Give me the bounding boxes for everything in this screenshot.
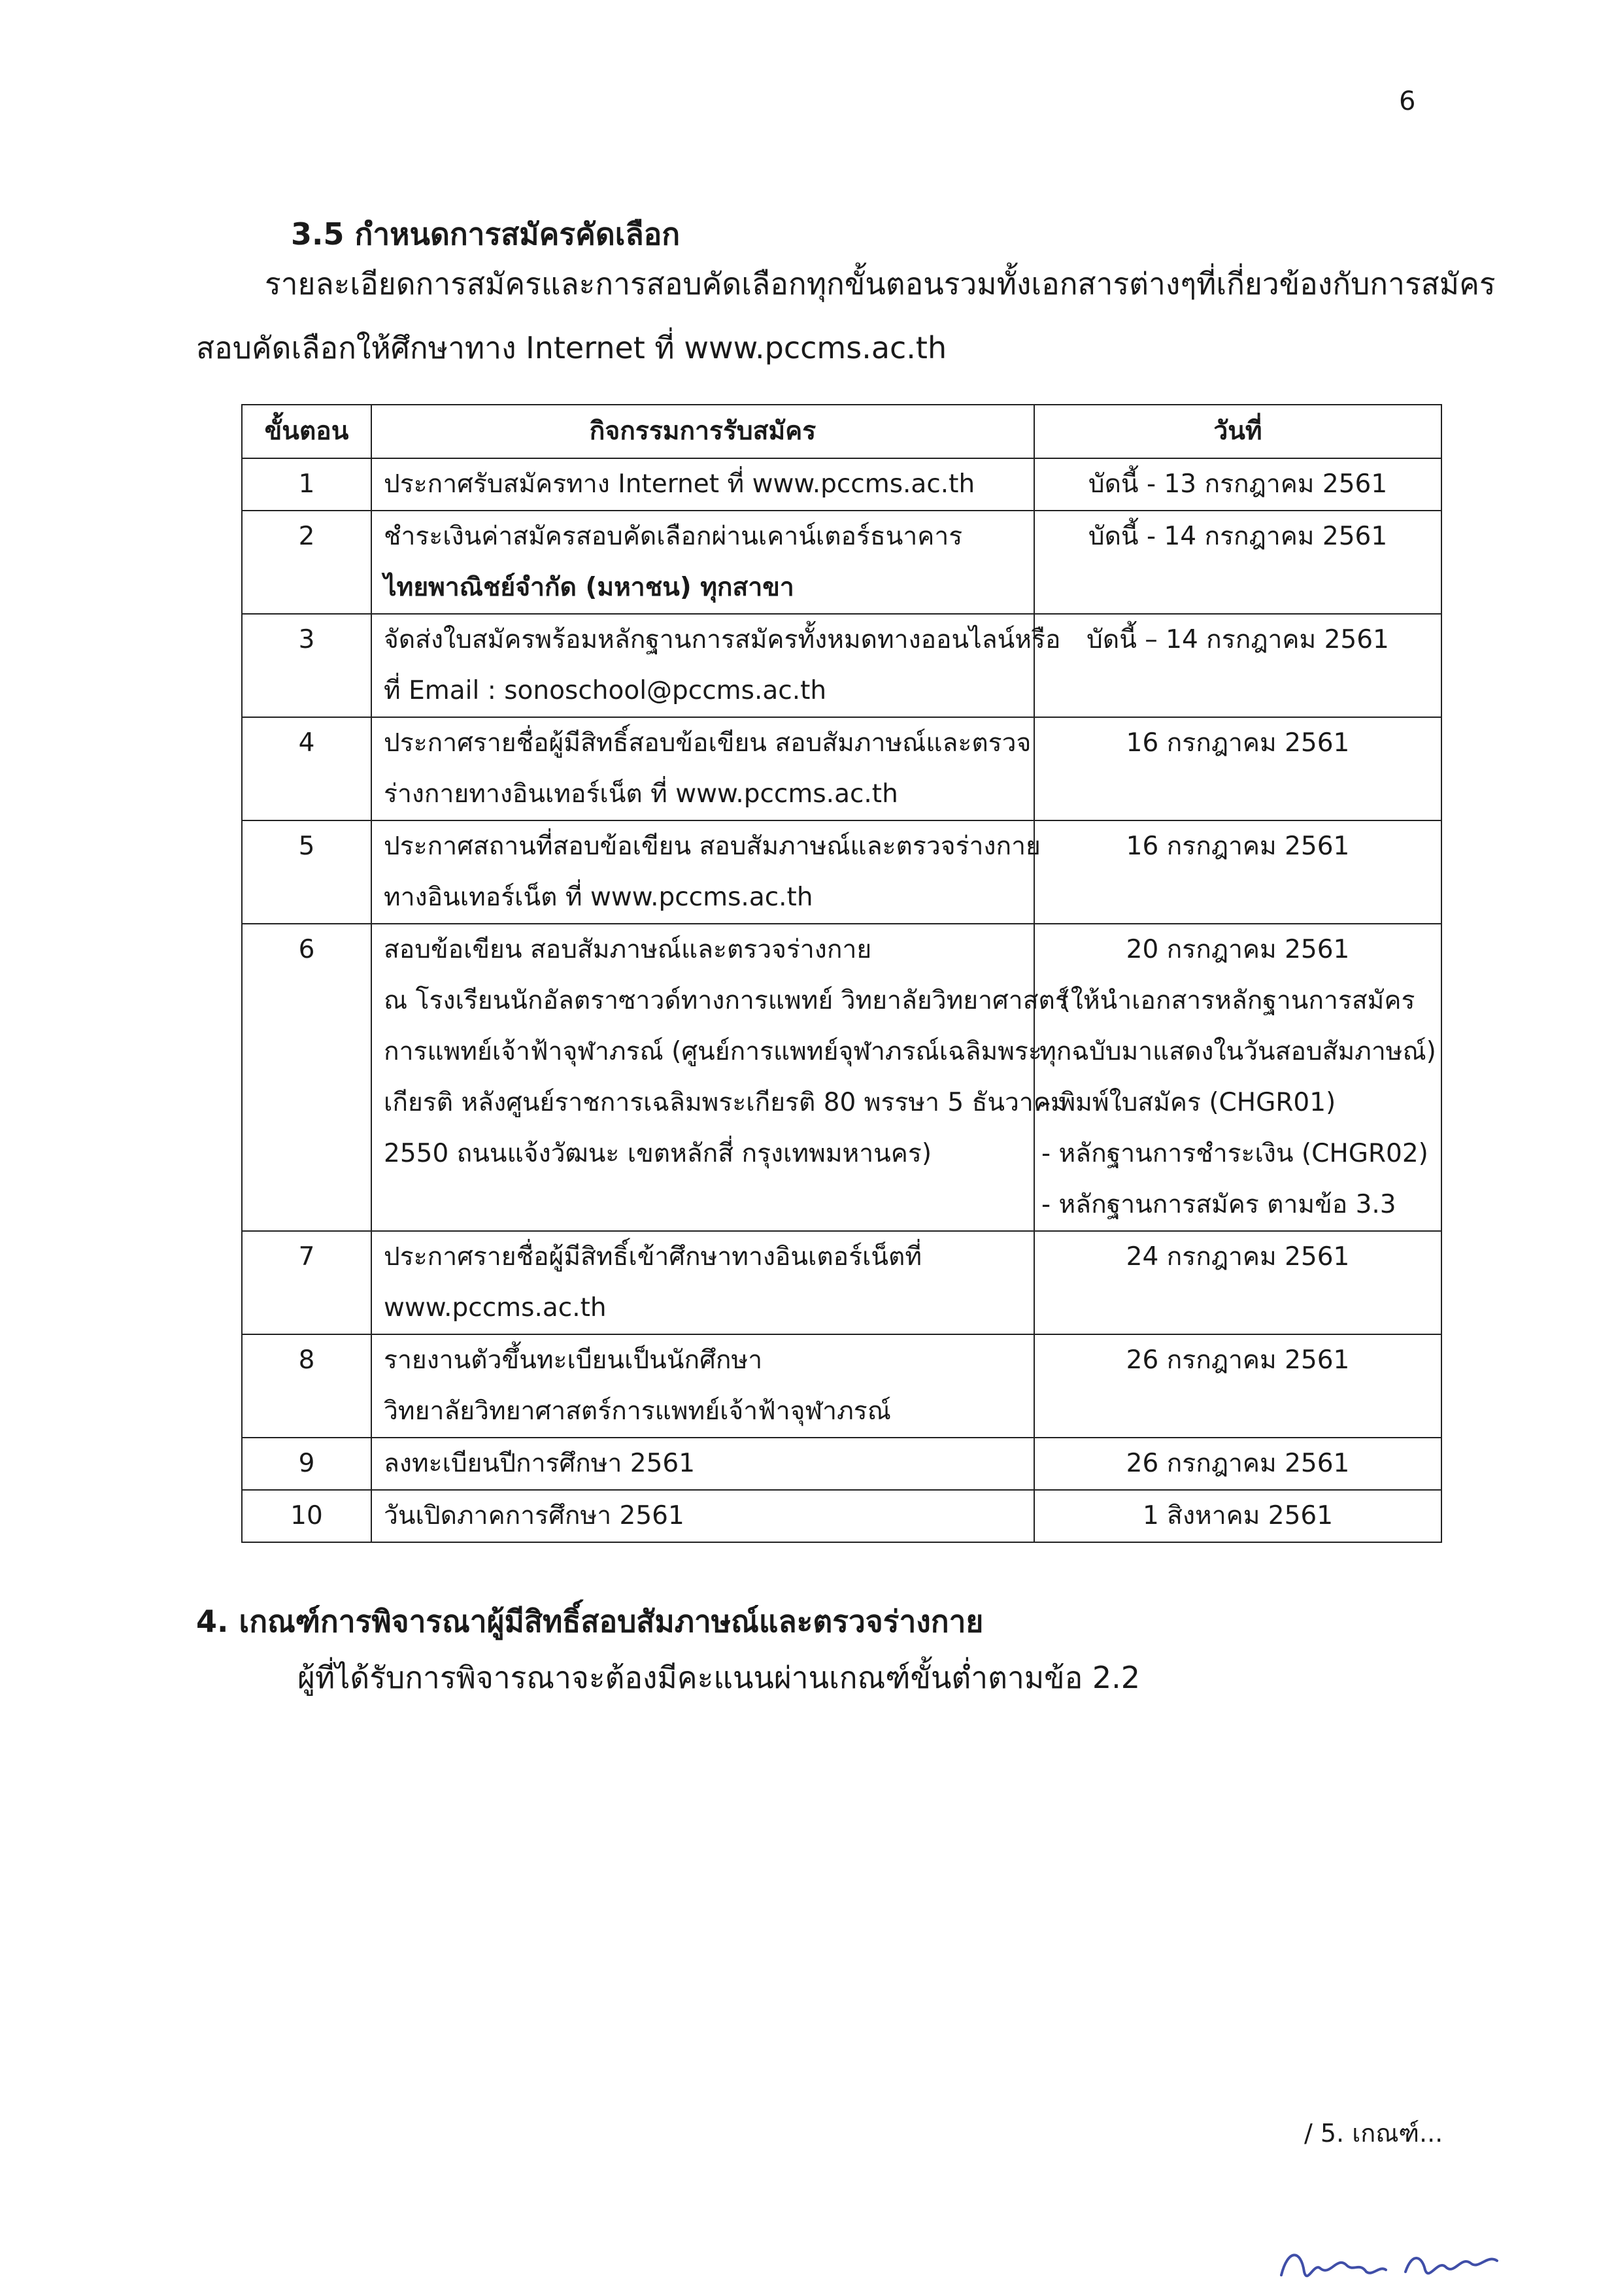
date-line: 16 กรกฎาคม 2561 [1126, 832, 1350, 861]
date-cell [1034, 614, 1441, 717]
activity-cell [371, 1334, 1034, 1438]
activity-line: www.pccms.ac.th [384, 1293, 607, 1323]
header-date: วันที่ [1034, 405, 1441, 458]
date-cell [1034, 1231, 1441, 1334]
step-cell: 7 [242, 1231, 371, 1334]
activity-line: ณ โรงเรียนนักอัลตราซาวด์ทางการแพทย์ วิทยาลัยวิทยาศาสตร์ [384, 986, 1069, 1015]
table-row [242, 458, 1441, 511]
activity-line: ประกาศรับสมัครทาง Internet ที่ www.pccms.ac.th [384, 469, 975, 499]
date-cell [1034, 511, 1441, 614]
activity-line: วันเปิดภาคการศึกษา 2561 [384, 1501, 684, 1530]
activity-line: ที่ Email : sonoschool@pccms.ac.th [384, 676, 827, 705]
section4-heading: 4. เกณฑ์การพิจารณาผู้มีสิทธิ์สอบสัมภาษณ์และตรวจร่างกาย [196, 1604, 984, 1639]
table-row [242, 924, 1441, 1231]
activity-line: 2550 ถนนแจ้งวัฒนะ เขตหลักสี่ กรุงเทพมหานคร) [384, 1139, 932, 1168]
activity-cell [371, 717, 1034, 820]
activity-line: จัดส่งใบสมัครพร้อมหลักฐานการสมัครทั้งหมดทางออนไลน์หรือ [384, 625, 1061, 654]
activity-cell [371, 1490, 1034, 1542]
next-page-reference: / 5. เกณฑ์... [1304, 2119, 1443, 2148]
step-cell: 3 [242, 614, 371, 717]
activity-cell [371, 820, 1041, 924]
activity-cell [371, 1231, 1034, 1334]
date-line: บัดนี้ - 14 กรกฎาคม 2561 [1088, 522, 1388, 551]
intro-line-2: สอบคัดเลือกให้ศึกษาทาง Internet ที่ www.pccms.ac.th [196, 330, 947, 365]
date-cell [1034, 820, 1441, 924]
step-cell: 1 [242, 458, 371, 511]
step-cell: 4 [242, 717, 371, 820]
handwritten-signature [1275, 2236, 1510, 2288]
date-cell [1034, 1438, 1441, 1490]
table-row [242, 1231, 1441, 1334]
step-cell: 5 [242, 820, 371, 924]
activity-cell [371, 614, 1061, 717]
header-step: ขั้นตอน [242, 405, 371, 458]
date-line: ทุกฉบับมาแสดงในวันสอบสัมภาษณ์) [1039, 1037, 1436, 1066]
activity-line: การแพทย์เจ้าฟ้าจุฬาภรณ์ (ศูนย์การแพทย์จุฬาภรณ์เฉลิมพระ [384, 1037, 1042, 1066]
activity-line: วิทยาลัยวิทยาศาสตร์การแพทย์เจ้าฟ้าจุฬาภรณ์ [384, 1396, 891, 1426]
table-row [242, 614, 1441, 717]
activity-cell [371, 511, 1034, 614]
step-cell: 6 [242, 924, 371, 1231]
list-item: - พิมพ์ใบสมัคร (CHGR01) [1041, 1088, 1336, 1117]
date-line: (ให้นำเอกสารหลักฐานการสมัคร [1060, 986, 1415, 1015]
date-line: บัดนี้ - 13 กรกฎาคม 2561 [1088, 469, 1388, 499]
date-line: 16 กรกฎาคม 2561 [1126, 728, 1350, 758]
date-cell [1034, 924, 1441, 1231]
date-line: 24 กรกฎาคม 2561 [1126, 1242, 1350, 1272]
activity-cell [371, 1438, 1034, 1490]
date-cell [1034, 717, 1441, 820]
table-row [242, 820, 1441, 924]
activity-line: ประกาศรายชื่อผู้มีสิทธิ์เข้าศึกษาทางอินเตอร์เน็ตที่ [384, 1242, 922, 1272]
activity-cell [371, 924, 1069, 1231]
activity-line: ทางอินเทอร์เน็ต ที่ www.pccms.ac.th [384, 883, 813, 912]
activity-line: ประกาศสถานที่สอบข้อเขียน สอบสัมภาษณ์และตรวจร่างกาย [384, 832, 1041, 861]
date-cell [1034, 1490, 1441, 1542]
step-cell: 9 [242, 1438, 371, 1490]
section-heading: 3.5 กำหนดการสมัครคัดเลือก [291, 216, 681, 252]
date-cell [1034, 1334, 1441, 1438]
step-cell: 2 [242, 511, 371, 614]
activity-line: ประกาศรายชื่อผู้มีสิทธิ์สอบข้อเขียน สอบสัมภาษณ์และตรวจ [384, 728, 1032, 758]
required-documents-list [1035, 1077, 1441, 1230]
date-line: 1 สิงหาคม 2561 [1142, 1501, 1334, 1530]
activity-line: ไทยพาณิชย์จำกัด (มหาชน) ทุกสาขา [384, 573, 794, 602]
list-item: - หลักฐานการสมัคร ตามข้อ 3.3 [1041, 1190, 1396, 1219]
list-item: - หลักฐานการชำระเงิน (CHGR02) [1041, 1139, 1428, 1168]
date-cell [1034, 458, 1441, 511]
step-cell: 8 [242, 1334, 371, 1438]
schedule-table [241, 404, 1442, 1543]
table-row [242, 1334, 1441, 1438]
table-row [242, 717, 1441, 820]
table-row [242, 1438, 1441, 1490]
activity-line: ชำระเงินค่าสมัครสอบคัดเลือกผ่านเคาน์เตอร์ธนาคาร [384, 522, 963, 551]
header-activity: กิจกรรมการรับสมัคร [371, 405, 1034, 458]
table-row [242, 511, 1441, 614]
date-line: 26 กรกฎาคม 2561 [1126, 1449, 1350, 1478]
page-number: 6 [1399, 86, 1416, 116]
date-line: 20 กรกฎาคม 2561 [1126, 935, 1350, 964]
activity-line: รายงานตัวขึ้นทะเบียนเป็นนักศึกษา [384, 1345, 763, 1375]
activity-line: ร่างกายทางอินเทอร์เน็ต ที่ www.pccms.ac.th [384, 779, 898, 809]
intro-line-1: รายละเอียดการสมัครและการสอบคัดเลือกทุกขั้นตอนรวมทั้งเอกสารต่างๆที่เกี่ยวข้องกับการสมัคร [265, 266, 1496, 301]
activity-cell [371, 458, 1034, 511]
date-line: บัดนี้ – 14 กรกฎาคม 2561 [1086, 625, 1389, 654]
date-line: 26 กรกฎาคม 2561 [1126, 1345, 1350, 1375]
activity-line: สอบข้อเขียน สอบสัมภาษณ์และตรวจร่างกาย [384, 935, 872, 964]
section4-text: ผู้ที่ได้รับการพิจารณาจะต้องมีคะแนนผ่านเกณฑ์ขั้นต่ำตามข้อ 2.2 [297, 1660, 1140, 1695]
table-header-row [242, 405, 1441, 458]
step-cell: 10 [242, 1490, 371, 1542]
activity-line: ลงทะเบียนปีการศึกษา 2561 [384, 1449, 696, 1478]
activity-line: เกียรติ หลังศูนย์ราชการเฉลิมพระเกียรติ 80 พรรษา 5 ธันวาคม [384, 1088, 1068, 1117]
table-row [242, 1490, 1441, 1542]
